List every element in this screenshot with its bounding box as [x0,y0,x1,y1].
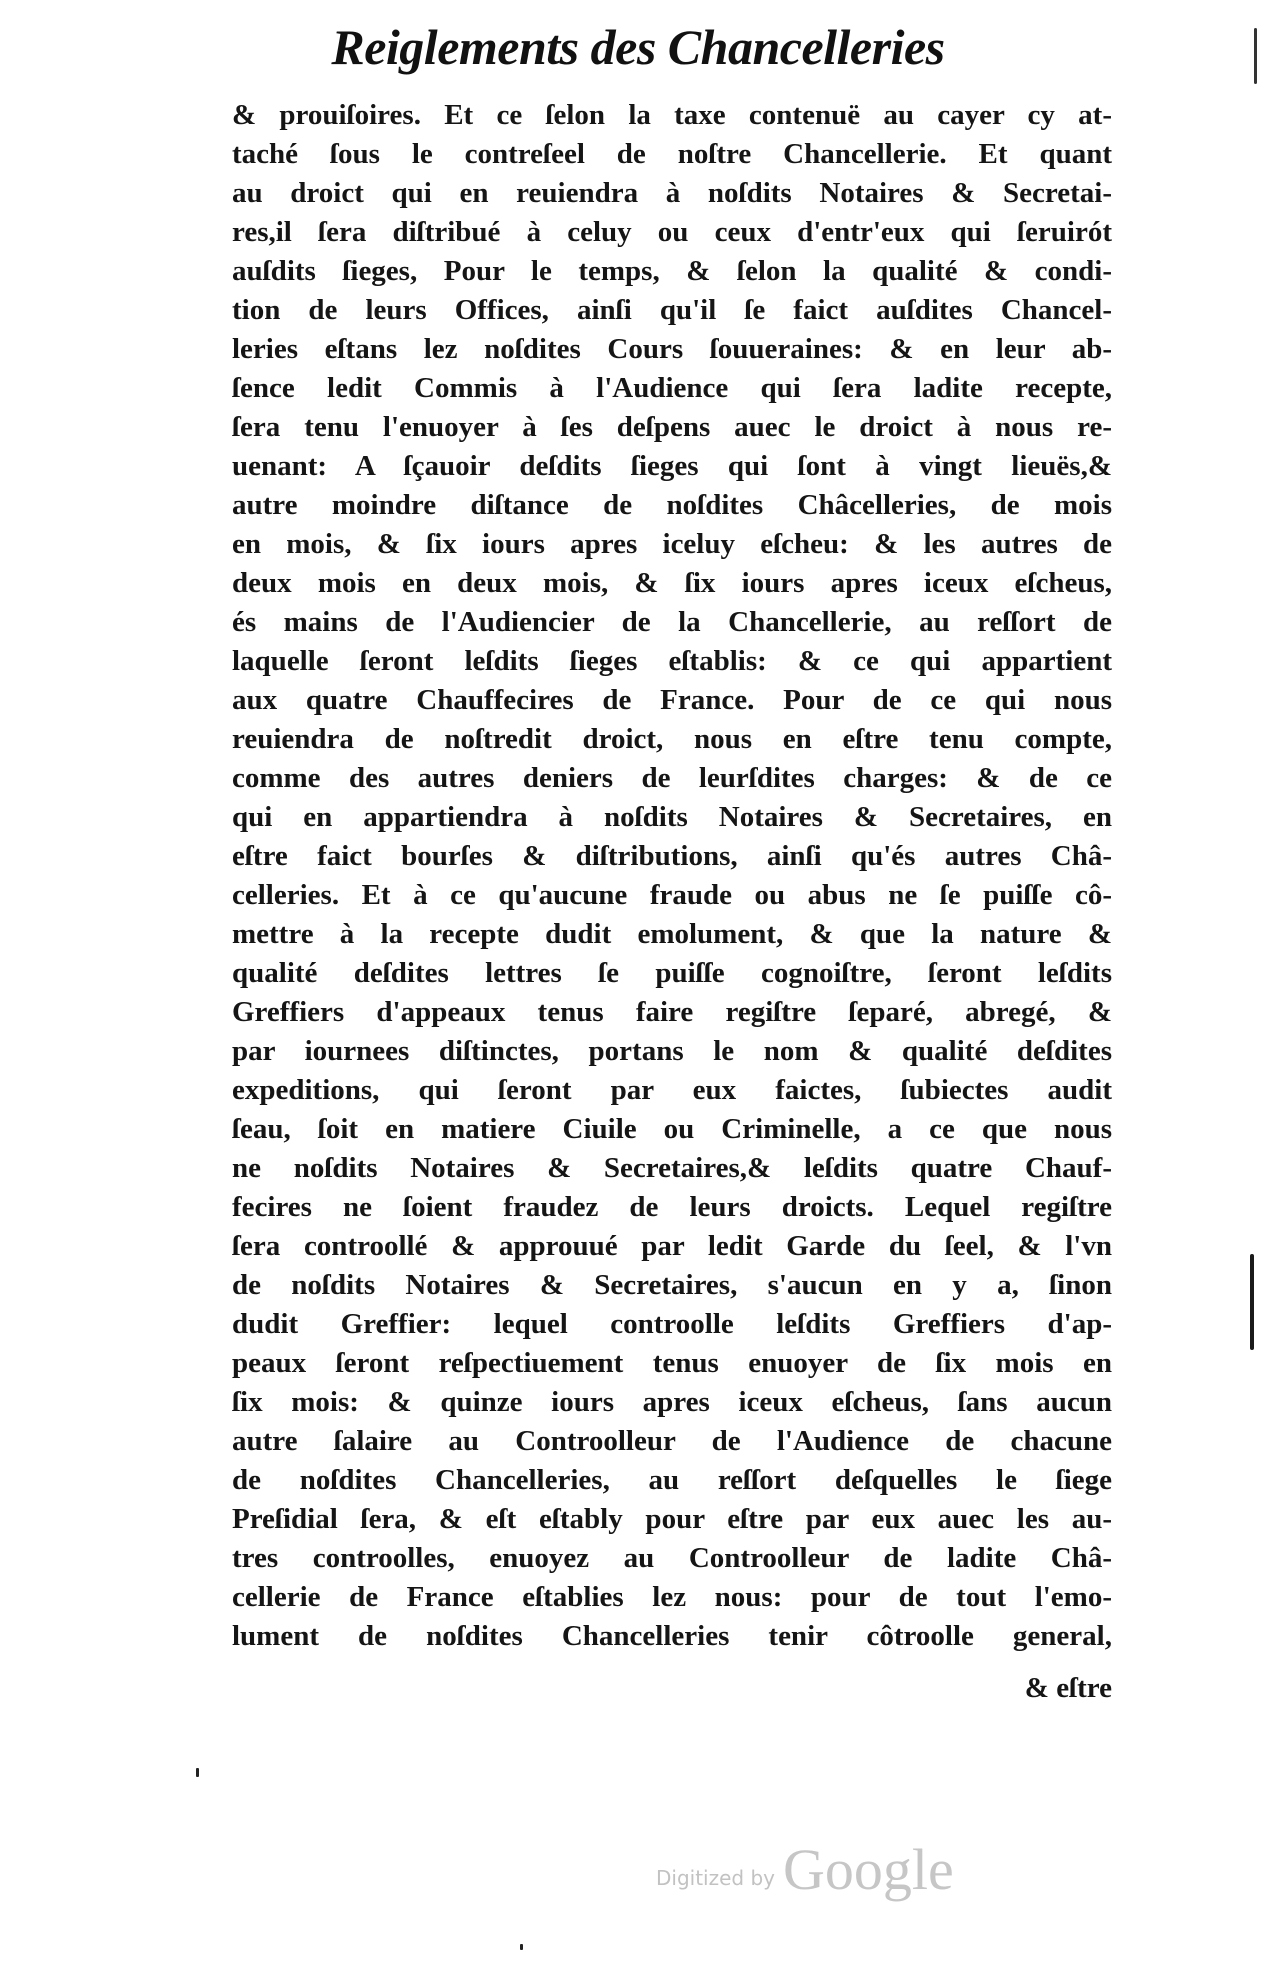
text-line: tres controolles, enuoyez au Controolleur de ladite Châ- [232,1542,1112,1574]
text-line: ſeau, ſoit en matiere Ciuile ou Criminelle, a ce que nous [232,1113,1112,1145]
text-line: tion de leurs Offices, ainſi qu'il ſe faict auſdites Chancel- [232,294,1112,326]
text-line: res,il ſera diſtribué à celuy ou ceux d'entr'eux qui ſeruirót [232,216,1112,248]
text-line: autre ſalaire au Controolleur de l'Audience de chacune [232,1425,1112,1457]
text-line: reuiendra de noſtredit droict, nous en eſtre tenu compte, [232,723,1112,755]
text-line: lument de noſdites Chancelleries tenir côtroolle general, [232,1620,1112,1652]
text-line: ſix mois: & quinze iours apres iceux eſcheus, ſans aucun [232,1386,1112,1418]
text-line: dudit Greffier: lequel controolle leſdits Greffiers d'ap- [232,1308,1112,1340]
text-line: qualité deſdites lettres ſe puiſſe cognoiſtre, ſeront leſdits [232,957,1112,989]
running-title: Reiglements des Chancelleries [331,19,945,75]
text-line: laquelle ſeront leſdits ſieges eſtablis: & ce qui appartient [232,645,1112,677]
text-line: cellerie de France eſtablies lez nous: pour de tout l'emo- [232,1581,1112,1613]
text-line: deux mois en deux mois, & ſix iours apres iceux eſcheus, [232,567,1112,599]
scan-edge-mark [1254,28,1257,84]
digitized-watermark [656,1830,954,1900]
text-line: ſera controollé & approuué par ledit Garde du ſeel, & l'vn [232,1230,1112,1262]
text-line: ſera tenu l'enuoyer à ſes deſpens auec le droict à nous re- [232,411,1112,443]
watermark-prefix: Digitized by [656,1866,775,1890]
text-line: ne noſdits Notaires & Secretaires,& leſdits quatre Chauf- [232,1152,1112,1184]
text-line: Preſidial ſera, & eſt eſtably pour eſtre par eux auec les au- [232,1503,1112,1535]
text-line: en mois, & ſix iours apres iceluy eſcheu: & les autres de [232,528,1112,560]
text-line: leries eſtans lez noſdites Cours ſouueraines: & en leur ab- [232,333,1112,365]
scan-speck [520,1944,523,1950]
scan-speck [196,1768,199,1777]
text-line: és mains de l'Audiencier de la Chancellerie, au reſſort de [232,606,1112,638]
text-line: au droict qui en reuiendra à noſdits Notaires & Secretai- [232,177,1112,209]
text-line: autre moindre diſtance de noſdites Châcelleries, de mois [232,489,1112,521]
text-line: ſence ledit Commis à l'Audience qui ſera ladite recepte, [232,372,1112,404]
text-line: Greffiers d'appeaux tenus faire regiſtre ſeparé, abregé, & [232,996,1112,1028]
google-logo: Google [783,1837,954,1902]
text-line: mettre à la recepte dudit emolument, & que la nature & [232,918,1112,950]
scan-edge-mark [1250,1254,1254,1350]
body-text [232,96,1112,1656]
text-line: peaux ſeront reſpectiuement tenus enuoyer de ſix mois en [232,1347,1112,1379]
text-line: qui en appartiendra à noſdits Notaires & Secretaires, en [232,801,1112,833]
text-line: celleries. Et à ce qu'aucune fraude ou abus ne ſe puiſſe cô- [232,879,1112,911]
text-line: de noſdits Notaires & Secretaires, s'aucun en y a, ſinon [232,1269,1112,1301]
text-line: aux quatre Chauffecires de France. Pour de ce qui nous [232,684,1112,716]
text-line: auſdits ſieges, Pour le temps, & ſelon la qualité & condi- [232,255,1112,287]
text-line: taché ſous le contreſeel de noſtre Chancellerie. Et quant [232,138,1112,170]
text-line: de noſdites Chancelleries, au reſſort deſquelles le ſiege [232,1464,1112,1496]
text-line: eſtre faict bourſes & diſtributions, ainſi qu'és autres Châ- [232,840,1112,872]
text-line: fecires ne ſoient fraudez de leurs droicts. Lequel regiſtre [232,1191,1112,1223]
catchword: & eſtre [1024,1672,1112,1704]
text-line: & prouiſoires. Et ce ſelon la taxe contenuë au cayer cy at- [232,99,1112,131]
text-line: comme des autres deniers de leurſdites charges: & de ce [232,762,1112,794]
text-line: uenant: A ſçauoir deſdits ſieges qui ſont à vingt lieuës,& [232,450,1112,482]
text-line: par iournees diſtinctes, portans le nom & qualité deſdites [232,1035,1112,1067]
text-line: expeditions, qui ſeront par eux faictes, ſubiectes audit [232,1074,1112,1106]
